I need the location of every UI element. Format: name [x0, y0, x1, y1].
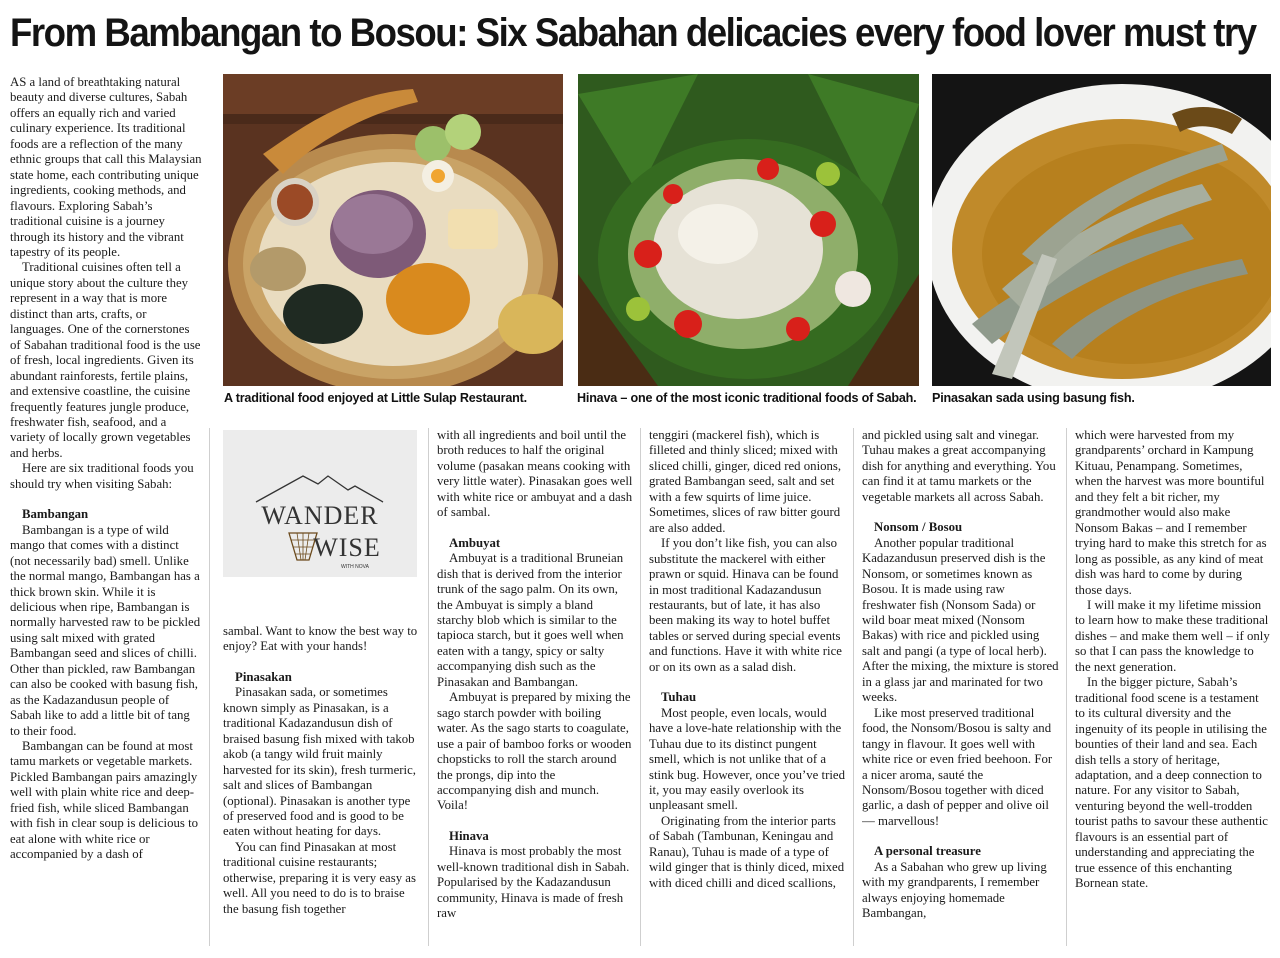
- paragraph: Bambangan is a type of wild mango that comes with a distinct (not necessarily bad) smell. Unlike the normal mango, Bambangan has a thick brown skin. While it is delicious when ripe, Bambangan is normally harvested raw to be pickled using salt mixed with grated Bambangan seed and slices of chilli. Other than pickled, raw Bambangan can also be cooked with basung fish, as the Kadazandusun people of Sabah like to add a little bit of tang to their food.: [10, 522, 201, 738]
- paragraph: You can find Pinasakan at most traditional cuisine restaurants; otherwise, preparing it is very easy as well. All you need to do is to braise the basung fish together: [223, 839, 416, 916]
- wanderwise-logo: [223, 430, 417, 577]
- paragraph: If you don’t like fish, you can also substitute the mackerel with either prawn or squid. Hinava can be found in most traditional Kadazandusun restaurants, but of late, it has also been making its way to hotel buffet tables or served during special events and functions. Have it with white rice or on its own as a salad dish.: [649, 536, 842, 674]
- paragraph: sambal. Want to know the best way to enjoy? Eat with your hands!: [223, 624, 418, 654]
- photo-hinava-bowl: [578, 74, 919, 386]
- paragraph: Traditional cuisines often tell a unique story about the culture they represent in a way that is more distinct than arts, crafts, or languages. One of the cornerstones of Sabahan traditional food is the use of fresh, local ingredients. Given its abundant rainforests, fertile plains, and extensive coastline, the cuisine frequently features jungle produce, freshwater fish, seafood, and a variety of locally grown vegetables and herbs.: [10, 260, 201, 460]
- logo-tagline: WITH NOVA: [341, 564, 369, 570]
- paragraph: In the bigger picture, Sabah’s traditional food scene is a testament to its cultural diversity and the ingenuity of its people in utilising the bounties of their land and sea. Each dish tells a story of heritage, adaptation, and a deep connection to nature. For any visitor to Sabah, venturing beyond the well-trodden tourist paths to savour these authentic flavours is an essential part of understanding and appreciating the true essence of this enchanting Bornean state.: [1075, 675, 1268, 891]
- paragraph: As a Sabahan who grew up living with my grandparents, I remember always enjoying homemade Bambangan,: [862, 859, 1047, 921]
- paragraph: which were harvested from my grandparents’ orchard in Kampung Kituau, Penampang. Sometimes, when the harvest was more bountiful and they felt a bit richer, my grandmother would also make Nonsom Bakas – and I remember trying hard to make this stretch for as long as possible, as any kind of meat dish was hard to come by during those days.: [1075, 428, 1267, 597]
- paragraph: Bambangan can be found at most tamu markets or vegetable markets. Pickled Bambangan pairs amazingly well with plain white rice and deep-fried fish, while sliced Bambangan with fish in clear soup is delicious to eat alone with white rice or accompanied by a dash of: [10, 739, 199, 862]
- paragraph: Ambuyat is prepared by mixing the sago starch powder with boiling water. As the sago starts to coagulate, use a pair of bamboo forks or wooden chopsticks to roll the starch around the prongs, dip into the accompanying dish and munch. Voila!: [437, 690, 632, 813]
- paragraph: Most people, even locals, would have a love-hate relationship with the Tuhau due to its distinct pungent smell, which is not unlike that of a stink bug. However, once you’ve tried it, you may easily overlook its unpleasant smell.: [649, 705, 845, 813]
- mountain-outline-icon: [256, 476, 383, 502]
- subhead-nonsom-bosou: Nonsom / Bosou: [874, 520, 963, 535]
- subhead-bambangan: Bambangan: [22, 507, 89, 522]
- article-column-5: [862, 428, 1060, 950]
- logo-wordmark-top: WANDER: [261, 501, 379, 530]
- paragraph: Here are six traditional foods you should try when visiting Sabah:: [10, 461, 194, 491]
- paragraph: with all ingredients and boil until the broth reduces to half the original volume (pasakan means cooking with very little water). Pinasakan goes well with white rice or ambuyat and a dash of sambal.: [437, 428, 633, 520]
- subhead-personal-treasure: A personal treasure: [874, 844, 981, 859]
- paragraph: Originating from the interior parts of Sabah (Tambunan, Keningau and Ranau), Tuhau is made of a type of wild ginger that is thinly diced, mixed with diced chilli and diced scallions,: [649, 813, 845, 890]
- paragraph: Like most preserved traditional food, the Nonsom/Bosou is salty and tangy in flavour. It goes well with white rice or even fried beehoon. For a nicer aroma, sauté the Nonsom/Bosou together with diced garlic, a dash of pepper and olive oil — marvellous!: [862, 705, 1053, 828]
- headline: From Bambangan to Bosou: Six Sabahan delicacies every food lover must try: [10, 11, 1256, 55]
- paragraph: Hinava is most probably the most well-known traditional dish in Sabah. Popularised by the Kadazandusun community, Hinava is made of fresh raw: [437, 844, 630, 921]
- subhead-ambuyat: Ambuyat: [449, 535, 501, 550]
- article-column-2: [223, 624, 419, 950]
- paragraph: Ambuyat is a traditional Bruneian dish that is derived from the interior trunk of the sago palm. On its own, the Ambuyat is simply a bland starchy blob which is similar to the tapioca starch, but it goes well when eaten with a tangy, spicy or salty accompanying dish such as the Pinasakan and Bambangan.: [437, 551, 624, 689]
- article-column-3: [437, 428, 633, 950]
- photo-pinasakan-plate: [932, 74, 1271, 386]
- photo-caption-pinasakan: Pinasakan sada using basung fish.: [932, 391, 1135, 405]
- article-column-1: [10, 75, 202, 950]
- photo-caption-little-sulap: A traditional food enjoyed at Little Sulap Restaurant.: [224, 391, 527, 405]
- subhead-hinava: Hinava: [449, 828, 489, 843]
- photo-little-sulap-platter: [223, 74, 563, 386]
- paragraph: and pickled using salt and vinegar. Tuhau makes a great accompanying dish for anything and everything. You can find it at tamu markets or the vegetable markets all across Sabah.: [862, 428, 1056, 504]
- subhead-pinasakan: Pinasakan: [235, 669, 292, 684]
- paragraph: Pinasakan sada, or sometimes known simply as Pinasakan, is a traditional Kadazandusun dish of braised basung fish mixed with takob akob (a tangy wild fruit mainly harvested for its skin), fresh turmeric, salt and slices of Bambangan (optional). Pinasakan is another type of preserved food and is good to be eaten without heating for days.: [223, 685, 416, 839]
- article-column-4: [649, 428, 845, 950]
- subhead-tuhau: Tuhau: [661, 690, 697, 705]
- paragraph: tenggiri (mackerel fish), which is filleted and thinly sliced; mixed with sliced chilli, ginger, diced red onions, grated Bambangan seed, salt and set with a few squirts of lime juice. Sometimes, slices of raw bitter gourd are also added.: [649, 428, 842, 535]
- paragraph: I will make it my lifetime mission to learn how to make these traditional dishes – and make them well – if only so that I can pass the knowledge to the next generation.: [1075, 597, 1270, 674]
- paragraph: Another popular traditional Kadazandusun preserved dish is the Nonsom, or sometimes known as Bosou. It is made using raw freshwater fish (Nonsom Sada) or wild boar meat mixed (Nonsom Bakas) with rice and pickled using salt and pangi (a type of local herb). After the mixing, the mixture is stored in a glass jar and marinated for two weeks.: [862, 535, 1059, 705]
- paragraph-intro: AS a land of breathtaking natural beauty and diverse cultures, Sabah offers an equally rich and varied culinary experience. Its traditional foods are a reflection of the many ethnic groups that call this Malaysian state home, each contributing unique ingredients, cooking methods, and flavours. Exploring Sabah’s traditional cuisine is a journey through its history and the vibrant tapestry of its people.: [10, 75, 202, 259]
- article-column-6: [1075, 428, 1271, 950]
- logo-wordmark-bottom: WISE: [313, 533, 381, 562]
- photo-caption-hinava: Hinava – one of the most iconic traditional foods of Sabah.: [577, 391, 917, 405]
